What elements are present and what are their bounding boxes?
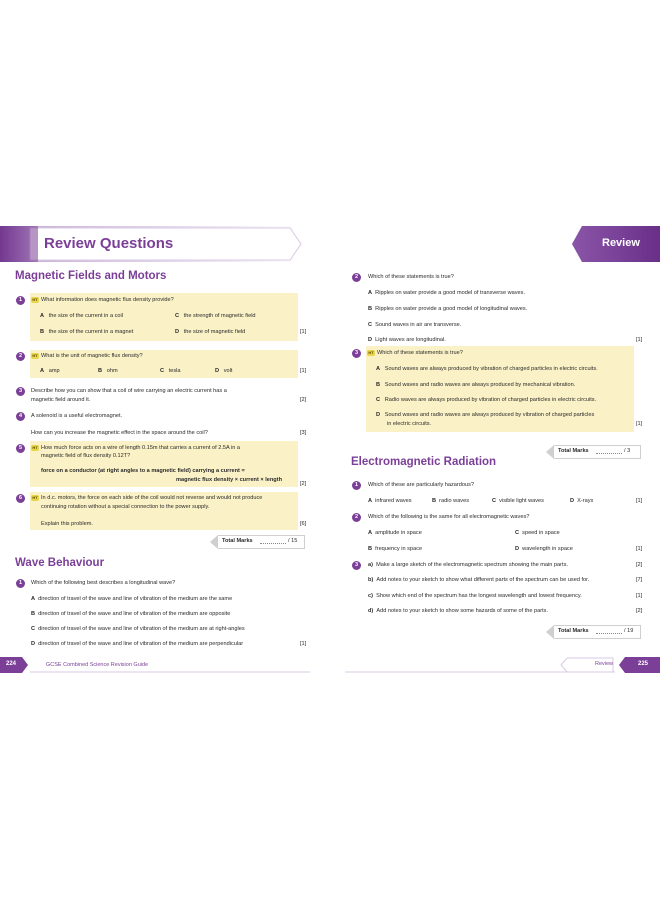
section-em-radiation: Electromagnetic Radiation: [351, 456, 497, 468]
total-tab-tip: [546, 625, 554, 639]
higher-tier-icon: HT: [32, 445, 38, 450]
total-tab-tip: [210, 535, 218, 549]
review-questions-banner: [0, 226, 305, 262]
total-marks-box-3: [554, 625, 641, 639]
higher-tier-icon: HT: [32, 495, 38, 500]
q5-line2: magnetic field of flux density 0.12T?: [41, 453, 131, 459]
total-marks-label: Total Marks: [222, 538, 253, 544]
q9-text: Which of these statements is true?: [377, 350, 463, 356]
book-title: GCSE Combined Science Revision Guide: [46, 662, 149, 668]
q11-opt-b[interactable]: B frequency in space: [368, 546, 423, 552]
q4-mark: [3]: [300, 430, 307, 436]
section-wave-behaviour: Wave Behaviour: [15, 557, 105, 569]
q8-number: 2: [352, 273, 361, 282]
q8-text: Which of these statements is true?: [368, 274, 454, 280]
q7-opt-c[interactable]: C direction of travel of the wave and line of vibration of the medium are at right-angles: [31, 626, 245, 632]
total-marks-value: / 19: [624, 628, 634, 634]
q6-line3: Explain this problem.: [41, 521, 93, 527]
q12-part-d: d) Add notes to your sketch to show some hazards of some of the parts.: [368, 608, 549, 614]
q1-mark: [1]: [300, 329, 307, 335]
answer-line[interactable]: [260, 543, 286, 544]
q2-opt-d[interactable]: D volt: [215, 368, 233, 374]
q6-mark: [6]: [300, 521, 307, 527]
q12-part-a-mark: [2]: [636, 562, 643, 568]
q7-opt-a[interactable]: A direction of travel of the wave and line of vibration of the medium are the same: [31, 596, 233, 602]
total-marks-box-2: [554, 445, 641, 459]
q12-part-c: c) Show which end of the spectrum has the longest wavelength and lowest frequency.: [368, 593, 582, 599]
q11-mark: [1]: [636, 546, 643, 552]
q2-opt-b[interactable]: B ohm: [98, 368, 118, 374]
q7-opt-b[interactable]: B direction of travel of the wave and line of vibration of the medium are opposite: [31, 611, 231, 617]
q3-mark: [2]: [300, 397, 307, 403]
footer-review-label: Review: [595, 661, 614, 667]
review-banner: [572, 226, 660, 262]
q8-opt-a[interactable]: A Ripples on water provide a good model of transverse waves.: [368, 290, 526, 296]
q12-part-b-mark: [7]: [636, 577, 643, 583]
q4-line1: A solenoid is a useful electromagnet.: [31, 413, 123, 419]
q6-line2: continuing rotation without a special connection to the power supply.: [41, 504, 210, 510]
q11-text: Which of the following is the same for all electromagnetic waves?: [368, 514, 530, 520]
q10-opt-a[interactable]: A infrared waves: [368, 498, 412, 504]
q9-opt-b[interactable]: B Sound waves and radio waves are always produced by mechanical vibration.: [376, 382, 576, 388]
answer-line[interactable]: [596, 453, 622, 454]
q2-number: 2: [16, 352, 25, 361]
q9-opt-d[interactable]: D Sound waves and radio waves are always produced by vibration of charged particles: [376, 412, 595, 418]
q12-part-b: b) Add notes to your sketch to show what different parts of the spectrum can be used for.: [368, 577, 590, 583]
total-marks-label: Total Marks: [558, 448, 589, 454]
q2-opt-a[interactable]: A amp: [40, 368, 60, 374]
q4-number: 4: [16, 412, 25, 421]
higher-tier-icon: HT: [368, 350, 374, 355]
q12-number: 3: [352, 561, 361, 570]
higher-tier-icon: HT: [32, 353, 38, 358]
q3-line1: Describe how you can show that a coil of wire carrying an electric current has a: [31, 388, 227, 394]
q9-highlight: [366, 346, 634, 432]
total-marks-label: Total Marks: [558, 628, 589, 634]
q1-opt-a[interactable]: A the size of the current in a coil: [40, 313, 124, 319]
q10-mark: [1]: [636, 498, 643, 504]
q1-text: What information does magnetic flux density provide?: [41, 297, 174, 303]
footer-left: [0, 657, 310, 673]
q8-mark: [1]: [636, 337, 643, 343]
q4-line2: How can you increase the magnetic effect in the space around the coil?: [31, 430, 208, 436]
q7-opt-d[interactable]: D direction of travel of the wave and line of vibration of the medium are perpendicular: [31, 641, 244, 647]
total-marks-value: / 3: [624, 448, 631, 454]
q9-opt-d-line2: in electric circuits.: [387, 421, 432, 427]
q7-text: Which of the following best describes a longitudinal wave?: [31, 580, 176, 586]
banner-title-left: Review Questions: [44, 235, 174, 252]
q11-opt-a[interactable]: A amplitude in space: [368, 530, 422, 536]
q5-formula-line2: magnetic flux density × current × length: [176, 477, 282, 483]
q6-line1: In d.c. motors, the force on each side of the coil would not reverse and would not produce: [41, 495, 263, 501]
q8-opt-c[interactable]: C Sound waves in air are transverse.: [368, 322, 462, 328]
q3-line2: magnetic field around it.: [31, 397, 91, 403]
q6-number: 6: [16, 494, 25, 503]
q9-opt-c[interactable]: C Radio waves are always produced by vibration of charged particles in electric circuits.: [376, 397, 597, 403]
q9-number: 3: [352, 349, 361, 358]
higher-tier-icon: HT: [32, 297, 38, 302]
q5-mark: [2]: [300, 481, 307, 487]
q10-number: 1: [352, 481, 361, 490]
total-marks-value: / 15: [288, 538, 298, 544]
q7-mark: [1]: [300, 641, 307, 647]
page-number-left: 224: [6, 661, 17, 667]
q12-part-c-mark: [1]: [636, 593, 643, 599]
q10-opt-b[interactable]: B radio waves: [432, 498, 470, 504]
q9-opt-a[interactable]: A Sound waves are always produced by vibration of charged particles in electric circuits.: [376, 366, 598, 372]
q11-opt-d[interactable]: D wavelength in space: [515, 546, 573, 552]
q8-opt-b[interactable]: B Ripples on water provide a good model of longitudinal waves.: [368, 306, 528, 312]
section-magnetic-fields: Magnetic Fields and Motors: [15, 270, 167, 282]
q1-opt-b[interactable]: B the size of the current in a magnet: [40, 329, 134, 335]
q8-opt-d[interactable]: D Light waves are longitudinal.: [368, 337, 446, 343]
total-marks-box-1: [218, 535, 305, 549]
q3-number: 3: [16, 387, 25, 396]
footer-right: [345, 657, 660, 673]
q5-line1: How much force acts on a wire of length 0.15m that carries a current of 2.5A in a: [41, 445, 240, 451]
page-number-right: 225: [638, 661, 649, 667]
q7-number: 1: [16, 579, 25, 588]
q5-formula-line1: force on a conductor (at right angles to a magnetic field) carrying a current =: [41, 468, 245, 474]
q2-mark: [1]: [300, 368, 307, 374]
q10-text: Which of these are particularly hazardous?: [368, 482, 475, 488]
q2-opt-c[interactable]: C tesla: [160, 368, 181, 374]
q5-number: 5: [16, 444, 25, 453]
q11-opt-c[interactable]: C speed in space: [515, 530, 560, 536]
q12-part-a: a) Make a large sketch of the electromagnetic spectrum showing the main parts.: [368, 562, 568, 568]
banner-title-right: Review: [602, 237, 640, 249]
q9-mark: [1]: [636, 421, 643, 427]
q1-opt-c[interactable]: C the strength of magnetic field: [175, 313, 256, 319]
q11-number: 2: [352, 513, 361, 522]
q2-text: What is the unit of magnetic flux density?: [41, 353, 143, 359]
q12-part-d-mark: [2]: [636, 608, 643, 614]
q1-number: 1: [16, 296, 25, 305]
q10-opt-c[interactable]: C visible light waves: [492, 498, 544, 504]
answer-line[interactable]: [596, 633, 622, 634]
total-tab-tip: [546, 445, 554, 459]
q10-opt-d[interactable]: D X-rays: [570, 498, 594, 504]
q1-opt-d[interactable]: D the size of magnetic field: [175, 329, 246, 335]
